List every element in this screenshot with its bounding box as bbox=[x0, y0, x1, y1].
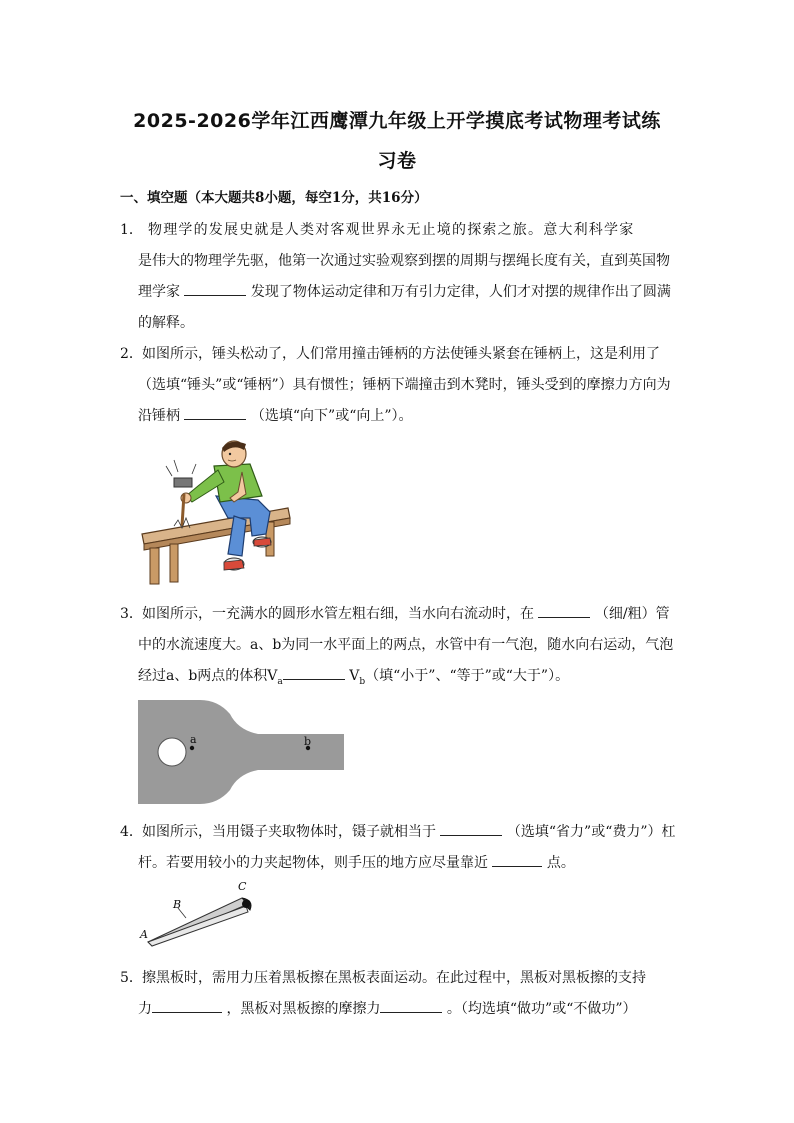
tweezers-figure bbox=[138, 878, 256, 950]
answer-blank[interactable] bbox=[492, 852, 542, 867]
question-text-with-blank bbox=[138, 281, 671, 301]
answer-blank[interactable] bbox=[440, 821, 502, 836]
answer-blank[interactable] bbox=[380, 998, 442, 1013]
subscript: b bbox=[359, 676, 366, 687]
text-segment: （细/粗）管 bbox=[590, 606, 670, 622]
text-segment: （选填“省力”或“费力”）杠 bbox=[502, 824, 676, 840]
text-segment: 点。 bbox=[542, 855, 575, 871]
question-text: 如图所示，锤头松动了，人们常用撞击锤柄的方法使锤头紧套在锤柄上，这是利用了 bbox=[142, 346, 660, 362]
text-segment: （填“小于”、“等于”或“大于”）。 bbox=[365, 668, 570, 684]
page-title-line1: 2025-2026学年江西鹰潭九年级上开学摸底考试物理考试练 bbox=[133, 110, 661, 132]
page-title-line2: 习卷 bbox=[377, 150, 417, 172]
question-number: 1． bbox=[120, 222, 143, 238]
question-text-with-blank bbox=[138, 998, 637, 1018]
question-number: 4． bbox=[120, 824, 143, 840]
text-segment: 理学家 bbox=[138, 284, 185, 300]
question-text-with-blank bbox=[138, 405, 413, 425]
answer-blank[interactable] bbox=[184, 405, 246, 420]
text-segment: 发现了物体运动定律和万有引力定律，人们才对摆的规律作出了圆满 bbox=[246, 284, 671, 300]
hammer-bench-illustration bbox=[138, 438, 293, 586]
text-segment: 经过a、b两点的体积V bbox=[138, 668, 278, 684]
question-text-with-blank bbox=[142, 821, 676, 841]
question-text: 是伟大的物理学先驱，他第一次通过实验观察到摆的周期与摆绳长度有关，直到英国物 bbox=[138, 253, 670, 269]
question-text: 的解释。 bbox=[138, 315, 194, 331]
section-heading: 一、填空题（本大题共8小题，每空1分，共16分） bbox=[120, 190, 428, 206]
text-segment: 如图所示，一充满水的圆形水管左粗右细，当水向右流动时，在 bbox=[142, 606, 539, 622]
question-text: 物理学的发展史就是人类对客观世界永无止境的探索之旅。意大利科学家 bbox=[148, 222, 635, 238]
subscript: a bbox=[277, 676, 283, 687]
text-segment: （选填“向下”或“向上”）。 bbox=[246, 408, 413, 424]
question-number: 3． bbox=[120, 606, 143, 622]
answer-blank[interactable] bbox=[283, 665, 345, 680]
question-number: 2． bbox=[120, 346, 143, 362]
point-a-label: A bbox=[140, 928, 148, 941]
answer-blank[interactable] bbox=[538, 603, 590, 618]
text-segment: ，黑板对黑板擦的摩擦力 bbox=[222, 1001, 381, 1017]
text-segment: 。（均选填“做功”或“不做功”） bbox=[442, 1001, 637, 1017]
point-c-label: C bbox=[238, 880, 247, 893]
question-text: （选填“锤头”或“锤柄”）具有惯性；锤柄下端撞击到木凳时，锤头受到的摩擦力方向为 bbox=[138, 377, 671, 393]
question-text-with-blank bbox=[138, 665, 569, 687]
answer-blank[interactable] bbox=[152, 998, 222, 1013]
point-a-label: a bbox=[190, 733, 197, 746]
point-b-label: b bbox=[304, 735, 312, 748]
point-b-label: B bbox=[173, 898, 182, 911]
question-text-with-blank bbox=[138, 852, 575, 872]
answer-blank[interactable] bbox=[184, 281, 246, 296]
question-text: 中的水流速度大。a、b为同一水平面上的两点，水管中有一气泡，随水向右运动，气泡 bbox=[138, 637, 674, 653]
text-segment: 杆。若要用较小的力夹起物体，则手压的地方应尽量靠近 bbox=[138, 855, 493, 871]
question-text: 擦黑板时，需用力压着黑板擦在黑板表面运动。在此过程中，黑板对黑板擦的支持 bbox=[142, 970, 646, 986]
water-pipe-figure bbox=[138, 700, 344, 804]
question-text-with-blank bbox=[142, 603, 670, 623]
text-segment: 如图所示，当用镊子夹取物体时，镊子就相当于 bbox=[142, 824, 441, 840]
question-number: 5． bbox=[120, 970, 143, 986]
text-segment: 力 bbox=[138, 1001, 152, 1017]
text-segment: V bbox=[344, 668, 360, 684]
text-segment: 沿锤柄 bbox=[138, 408, 185, 424]
